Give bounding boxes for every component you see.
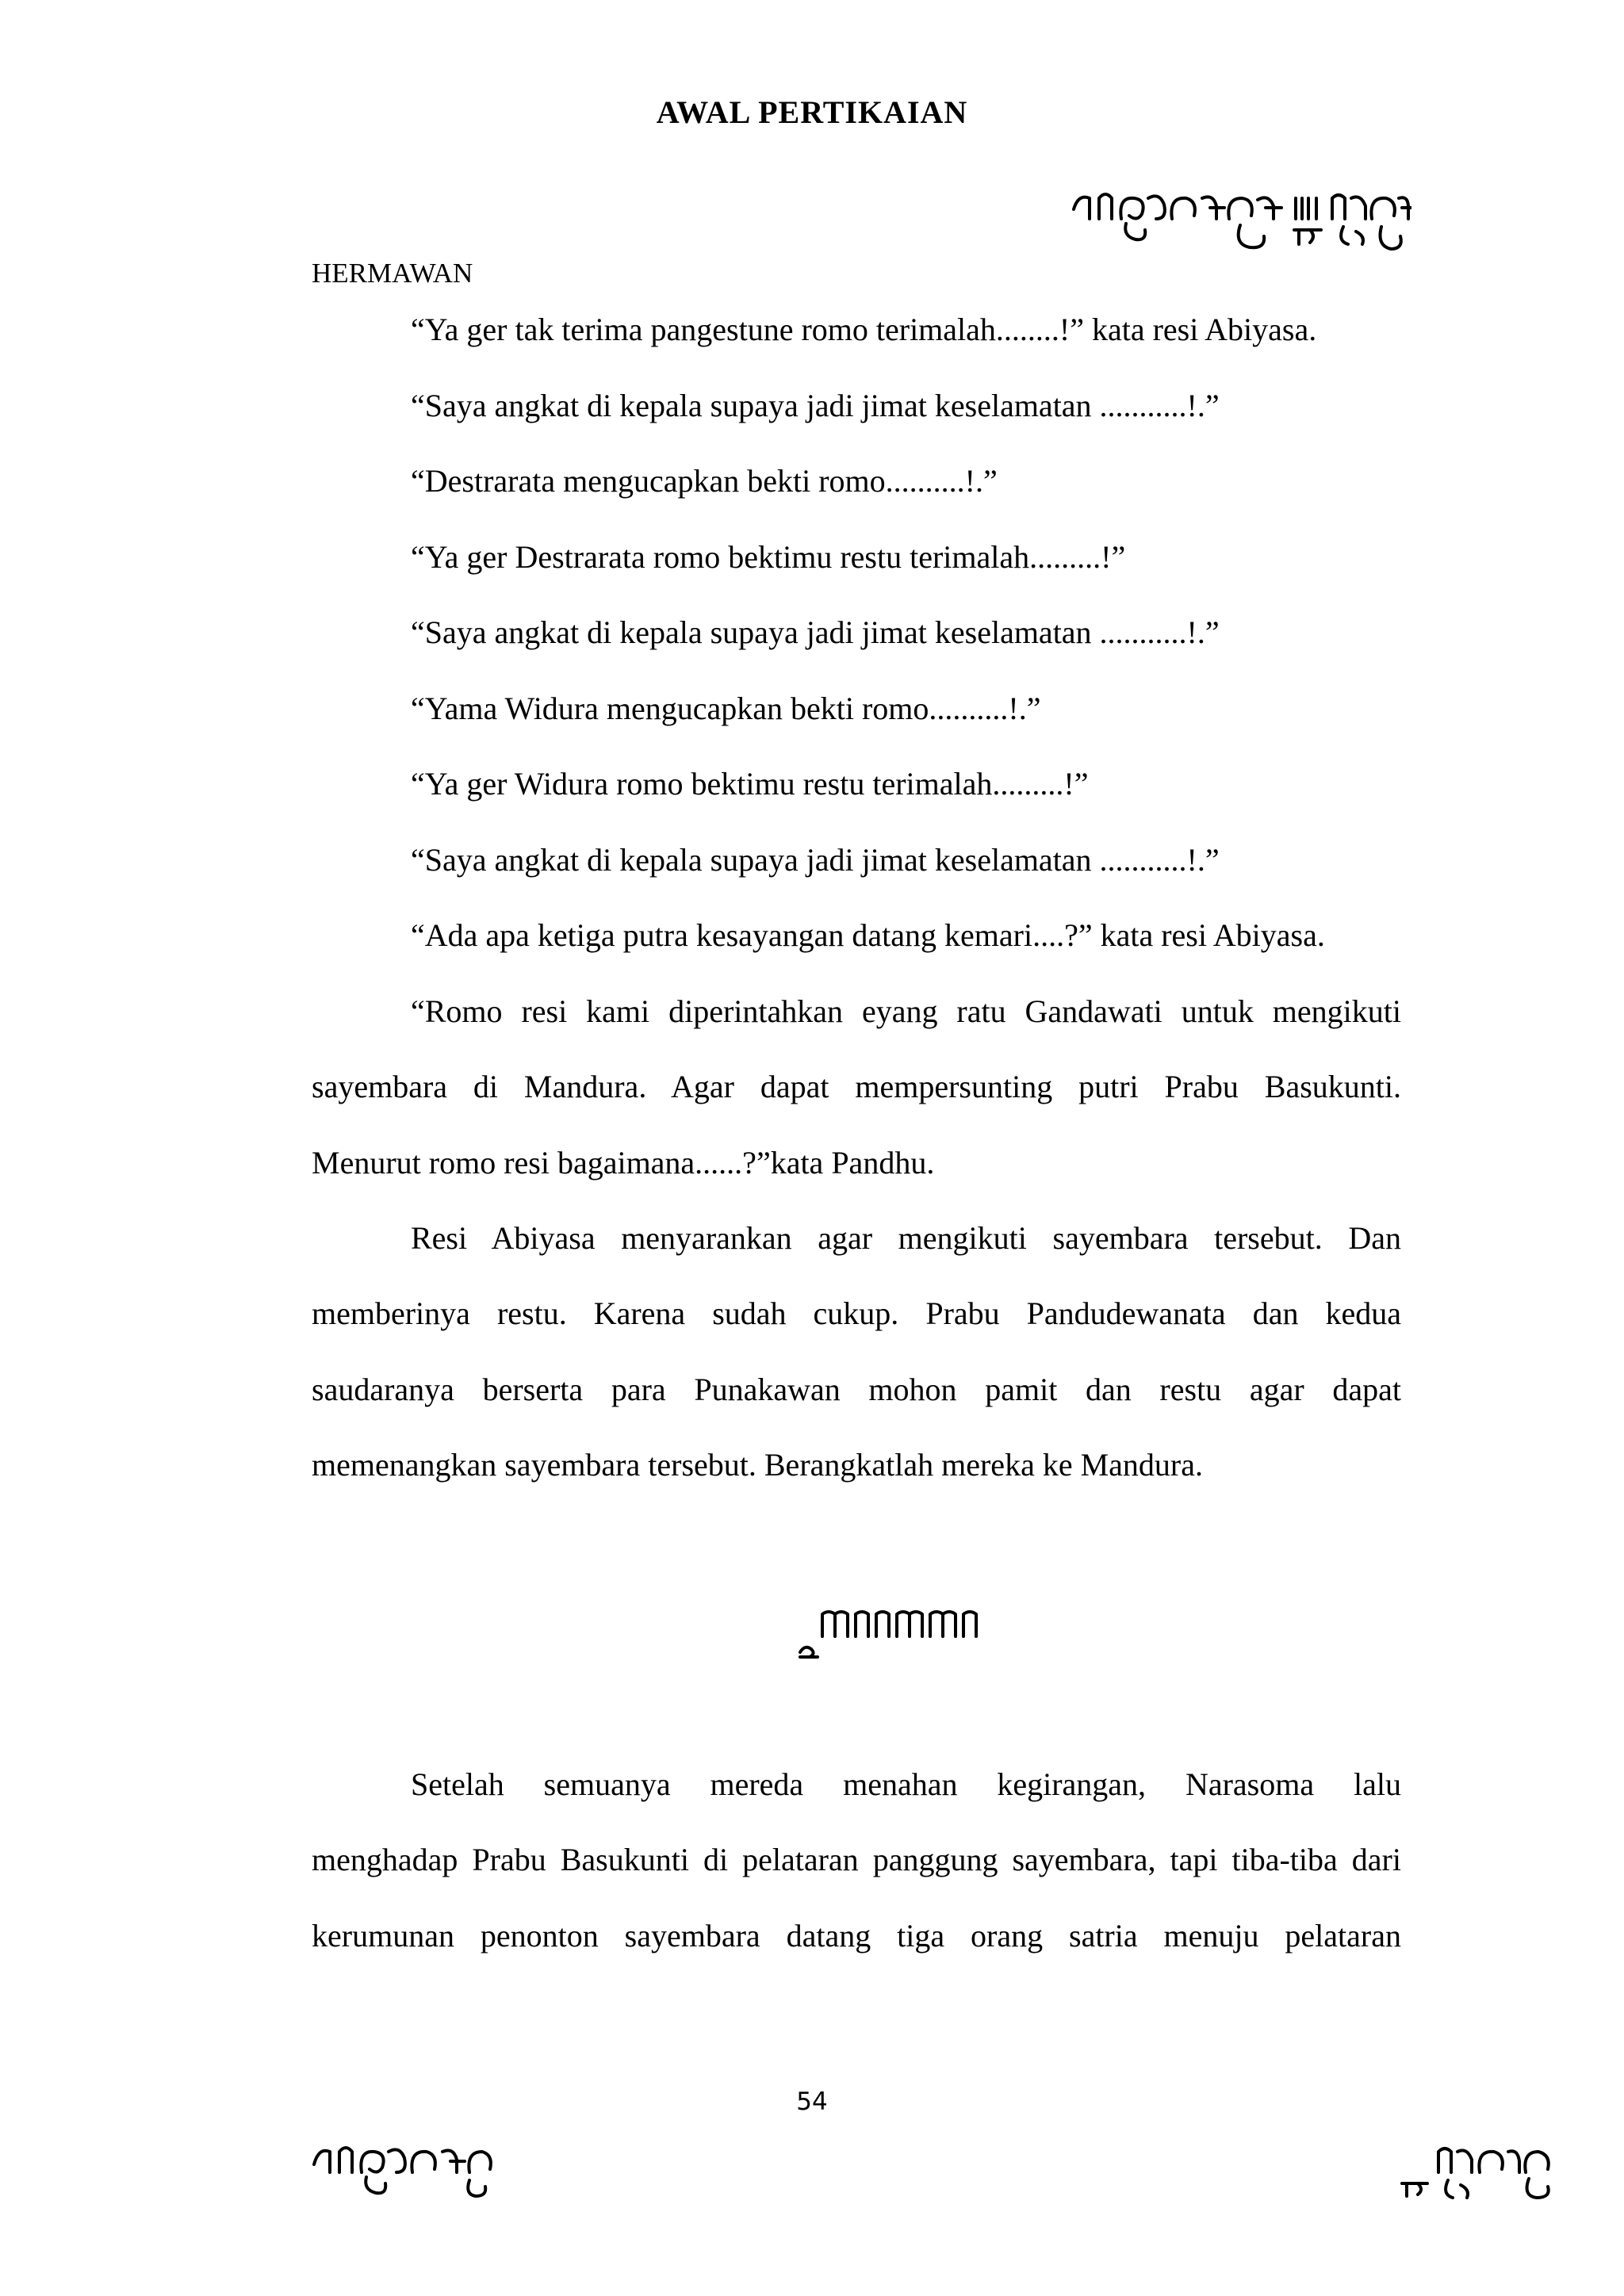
paragraph-line: “Saya angkat di kepala supaya jadi jimat keselamatan ...........!.” (411, 614, 1220, 650)
paragraph-line: memenangkan sayembara tersebut. Berangkatlah mereka ke Mandura. (312, 1447, 1203, 1483)
paragraph-line: Menurut romo resi bagaimana......?”kata Pandhu. (312, 1145, 935, 1181)
paragraph-line: “Saya angkat di kepala supaya jadi jimat keselamatan ...........!.” (411, 842, 1220, 878)
paragraph-line: menghadap Prabu Basukunti di pelataran panggung sayembara, tapi tiba-tiba dari (312, 1842, 1401, 1877)
footer-right-ornament-icon (1397, 2137, 1556, 2199)
paragraph-line: memberinya restu. Karena sudah cukup. Prabu Pandudewanata dan kedua (312, 1295, 1401, 1331)
paragraph-line: sayembara di Mandura. Agar dapat mempersunting putri Prabu Basukunti. (312, 1069, 1401, 1104)
page-number: 54 (796, 2087, 828, 2116)
paragraph-line: “Ya ger Destrarata romo bektimu restu terimalah.........!” (411, 539, 1126, 575)
footer-left-ornament-icon (311, 2137, 493, 2199)
paragraph-line: “Romo resi kami diperintahkan eyang ratu Gandawati untuk mengikuti (411, 993, 1401, 1029)
paragraph-line: kerumunan penonton sayembara datang tiga orang satria menuju pelataran (312, 1918, 1401, 1954)
header-ornament-icon (1071, 184, 1411, 254)
paragraph-line: “Yama Widura mengucapkan bekti romo..........!.” (411, 691, 1041, 726)
paragraph-line: Resi Abiyasa menyarankan agar mengikuti sayembara tersebut. Dan (411, 1220, 1401, 1256)
page-title: AWAL PERTIKAIAN (656, 94, 968, 130)
paragraph-line: Setelah semuanya mereda menahan kegirangan, Narasoma lalu (411, 1766, 1401, 1802)
paragraph-line: saudaranya berserta para Punakawan mohon pamit dan restu agar dapat (312, 1372, 1401, 1407)
paragraph-line: “Ada apa ketiga putra kesayangan datang kemari....?” kata resi Abiyasa. (411, 917, 1325, 953)
section-divider-icon (797, 1608, 979, 1663)
author-name: HERMAWAN (312, 258, 473, 289)
paragraph-line: “Ya ger Widura romo bektimu restu terimalah.........!” (411, 766, 1089, 802)
paragraph-line: “Ya ger tak terima pangestune romo terimalah........!” kata resi Abiyasa. (411, 312, 1317, 347)
paragraph-line: “Destrarata mengucapkan bekti romo..........!.” (411, 463, 998, 499)
paragraph-line: “Saya angkat di kepala supaya jadi jimat keselamatan ...........!.” (411, 388, 1220, 423)
